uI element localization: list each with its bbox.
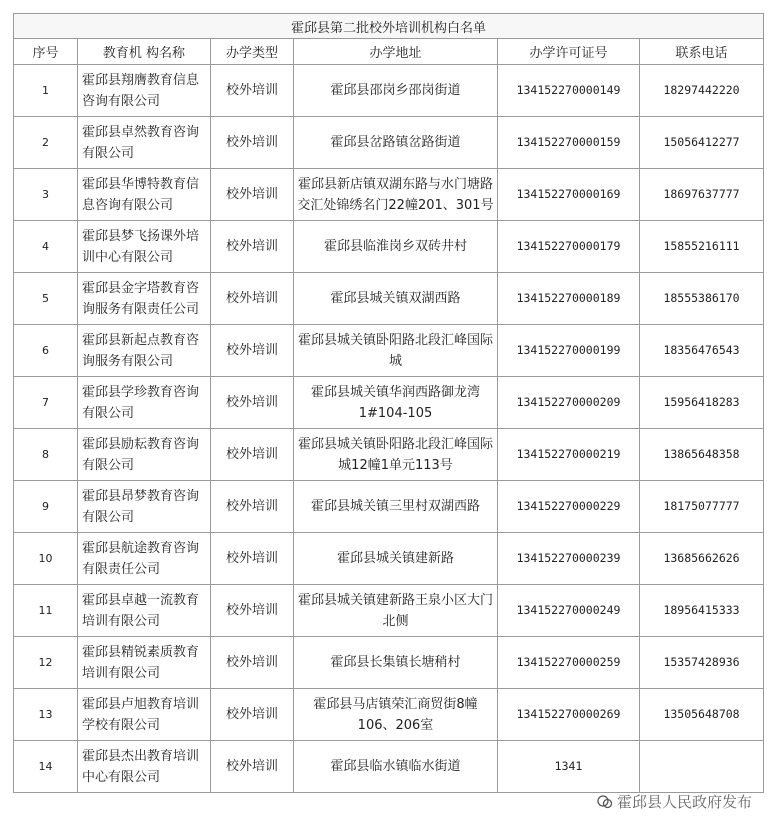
table-row [14, 637, 764, 689]
watermark [597, 791, 752, 812]
cell-address: 霍邱县城关镇双湖西路 [294, 273, 498, 325]
table-row [14, 585, 764, 637]
cell-type: 校外培训 [211, 273, 294, 325]
header-phone: 联系电话 [640, 39, 764, 65]
cell-address: 霍邱县邵岗乡邵岗街道 [294, 65, 498, 117]
table-row [14, 741, 764, 793]
wechat-official-account-icon [597, 794, 613, 810]
cell-org-name: 霍邱县昂梦教育咨询有限公司 [78, 481, 211, 533]
cell-org-name: 霍邱县学珍教育咨询有限公司 [78, 377, 211, 429]
table-row [14, 377, 764, 429]
cell-phone: 13505648708 [640, 689, 764, 741]
cell-type: 校外培训 [211, 689, 294, 741]
cell-type: 校外培训 [211, 377, 294, 429]
cell-index: 1 [14, 65, 78, 117]
cell-org-name: 霍邱县航途教育咨询有限责任公司 [78, 533, 211, 585]
cell-phone: 13865648358 [640, 429, 764, 481]
cell-index: 2 [14, 117, 78, 169]
table-row [14, 325, 764, 377]
cell-type: 校外培训 [211, 637, 294, 689]
cell-type: 校外培训 [211, 117, 294, 169]
cell-org-name: 霍邱县卓越一流教育培训有限公司 [78, 585, 211, 637]
cell-org-name: 霍邱县励耘教育咨询有限公司 [78, 429, 211, 481]
header-index: 序号 [14, 39, 78, 65]
cell-phone: 18175077777 [640, 481, 764, 533]
cell-type: 校外培训 [211, 325, 294, 377]
cell-address: 霍邱县长集镇长塘稍村 [294, 637, 498, 689]
whitelist-table-container [13, 13, 763, 793]
cell-phone: 15056412277 [640, 117, 764, 169]
cell-phone: 13685662626 [640, 533, 764, 585]
cell-license: 134152270000209 [498, 377, 640, 429]
cell-phone: 15855216111 [640, 221, 764, 273]
cell-address: 霍邱县城关镇建新路 [294, 533, 498, 585]
whitelist-table [13, 13, 764, 793]
cell-phone: 18697637777 [640, 169, 764, 221]
cell-license: 134152270000249 [498, 585, 640, 637]
cell-index: 6 [14, 325, 78, 377]
watermark-text: 霍邱县人民政府发布 [616, 793, 752, 811]
cell-type: 校外培训 [211, 65, 294, 117]
cell-org-name: 霍邱县精锐素质教育培训有限公司 [78, 637, 211, 689]
cell-phone [640, 741, 764, 793]
cell-type: 校外培训 [211, 169, 294, 221]
cell-index: 9 [14, 481, 78, 533]
cell-type: 校外培训 [211, 585, 294, 637]
table-body [14, 65, 764, 793]
cell-license: 134152270000159 [498, 117, 640, 169]
cell-type: 校外培训 [211, 429, 294, 481]
cell-index: 8 [14, 429, 78, 481]
cell-license: 134152270000219 [498, 429, 640, 481]
cell-org-name: 霍邱县金字塔教育咨询服务有限责任公司 [78, 273, 211, 325]
cell-index: 4 [14, 221, 78, 273]
header-type: 办学类型 [211, 39, 294, 65]
cell-org-name: 霍邱县翔膺教育信息咨询有限公司 [78, 65, 211, 117]
cell-org-name: 霍邱县卓然教育咨询有限公司 [78, 117, 211, 169]
cell-index: 5 [14, 273, 78, 325]
cell-license: 134152270000239 [498, 533, 640, 585]
cell-phone: 18356476543 [640, 325, 764, 377]
cell-type: 校外培训 [211, 533, 294, 585]
table-row [14, 429, 764, 481]
cell-org-name: 霍邱县新起点教育咨询服务有限公司 [78, 325, 211, 377]
cell-org-name: 霍邱县华博特教育信息咨询有限公司 [78, 169, 211, 221]
cell-address: 霍邱县城关镇建新路王泉小区大门北侧 [294, 585, 498, 637]
cell-phone: 18956415333 [640, 585, 764, 637]
cell-index: 12 [14, 637, 78, 689]
cell-phone: 18297442220 [640, 65, 764, 117]
table-title: 霍邱县第二批校外培训机构白名单 [14, 14, 764, 39]
cell-license: 134152270000179 [498, 221, 640, 273]
table-row [14, 169, 764, 221]
cell-license: 134152270000269 [498, 689, 640, 741]
cell-license: 134152270000189 [498, 273, 640, 325]
cell-license: 134152270000259 [498, 637, 640, 689]
table-row [14, 481, 764, 533]
header-license: 办学许可证号 [498, 39, 640, 65]
cell-index: 3 [14, 169, 78, 221]
cell-org-name: 霍邱县梦飞扬课外培训中心有限公司 [78, 221, 211, 273]
cell-org-name: 霍邱县杰出教育培训中心有限公司 [78, 741, 211, 793]
table-row [14, 117, 764, 169]
cell-address: 霍邱县城关镇卧阳路北段汇峰国际城 [294, 325, 498, 377]
cell-index: 11 [14, 585, 78, 637]
cell-index: 7 [14, 377, 78, 429]
cell-license: 134152270000199 [498, 325, 640, 377]
cell-phone: 15357428936 [640, 637, 764, 689]
cell-license: 134152270000169 [498, 169, 640, 221]
cell-type: 校外培训 [211, 741, 294, 793]
cell-address: 霍邱县马店镇荣汇商贸街8幢106、206室 [294, 689, 498, 741]
header-org-name: 教育机 构名称 [78, 39, 211, 65]
table-row [14, 65, 764, 117]
cell-type: 校外培训 [211, 221, 294, 273]
header-address: 办学地址 [294, 39, 498, 65]
cell-address: 霍邱县岔路镇岔路街道 [294, 117, 498, 169]
cell-phone: 15956418283 [640, 377, 764, 429]
cell-address: 霍邱县临水镇临水街道 [294, 741, 498, 793]
table-row [14, 533, 764, 585]
cell-address: 霍邱县城关镇三里村双湖西路 [294, 481, 498, 533]
cell-address: 霍邱县临淮岗乡双砖井村 [294, 221, 498, 273]
table-row [14, 689, 764, 741]
table-row [14, 221, 764, 273]
cell-index: 10 [14, 533, 78, 585]
cell-address: 霍邱县新店镇双湖东路与水门塘路交汇处锦绣名门22幢201、301号 [294, 169, 498, 221]
cell-license: 134152270000229 [498, 481, 640, 533]
cell-phone: 18555386170 [640, 273, 764, 325]
cell-org-name: 霍邱县卢旭教育培训学校有限公司 [78, 689, 211, 741]
cell-type: 校外培训 [211, 481, 294, 533]
cell-index: 13 [14, 689, 78, 741]
cell-index: 14 [14, 741, 78, 793]
cell-license: 134152270000149 [498, 65, 640, 117]
cell-license: 1341 [498, 741, 640, 793]
table-row [14, 273, 764, 325]
cell-address: 霍邱县城关镇华润西路御龙湾1#104-105 [294, 377, 498, 429]
cell-address: 霍邱县城关镇卧阳路北段汇峰国际城12幢1单元113号 [294, 429, 498, 481]
